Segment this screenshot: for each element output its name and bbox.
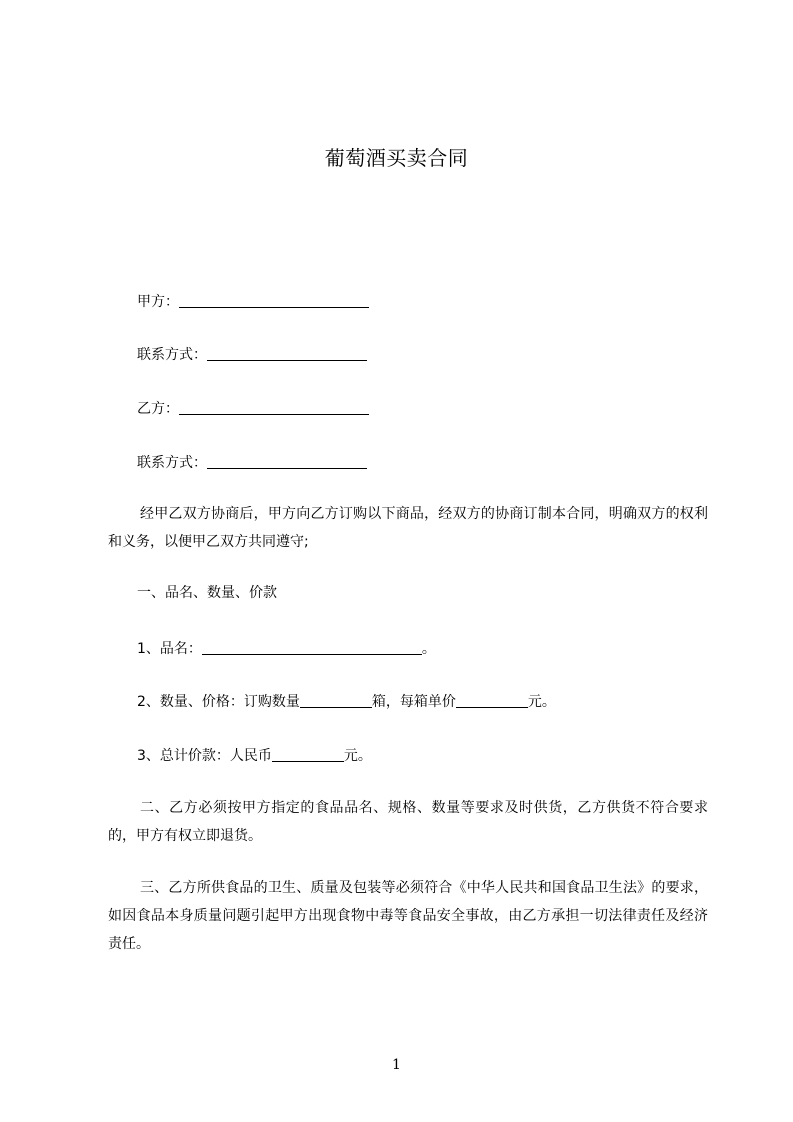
item-2-line (137, 689, 556, 714)
item-3-line (137, 743, 372, 768)
item-2-label: 2、数量、价格：订购数量 (137, 694, 300, 710)
party-b-line (137, 396, 369, 421)
party-b-contact-label: 联系方式： (137, 455, 207, 471)
party-b-contact-blank[interactable] (207, 452, 367, 469)
item-1-blank[interactable] (202, 638, 422, 655)
party-a-label: 甲方： (137, 294, 179, 310)
item-2-mid: 箱，每箱单价 (371, 694, 456, 710)
section-one-heading: 一、品名、数量、价款 (137, 585, 277, 601)
party-a-contact-blank[interactable] (207, 344, 367, 361)
party-a-contact-line (137, 342, 367, 367)
item-3-suffix: 元。 (343, 748, 372, 764)
section-two-paragraph: 二、乙方必须按甲方指定的食品品名、规格、数量等要求及时供货，乙方供货不符合要求的，甲方有权立即退货。 (108, 800, 708, 844)
item-1-label: 1、品名： (137, 641, 202, 657)
party-b-blank[interactable] (179, 398, 369, 415)
item-2-suffix: 元。 (527, 694, 556, 710)
item-1-suffix: 。 (421, 641, 436, 657)
item-3-total-blank[interactable] (272, 745, 344, 762)
party-b-contact-line (137, 450, 367, 475)
document-title: 葡萄酒买卖合同 (324, 146, 469, 170)
party-a-line (137, 289, 369, 314)
item-2-price-blank[interactable] (456, 691, 528, 708)
item-2-quantity-blank[interactable] (300, 691, 372, 708)
item-1-line (137, 636, 436, 661)
party-a-contact-label: 联系方式： (137, 347, 207, 363)
item-3-label: 3、总计价款：人民币 (137, 748, 272, 764)
party-a-blank[interactable] (179, 291, 369, 308)
page-number: 1 (392, 1057, 401, 1073)
intro-paragraph: 经甲乙双方协商后，甲方向乙方订购以下商品，经双方的协商订制本合同，明确双方的权利和义务，以便甲乙双方共同遵守; (108, 506, 708, 550)
section-three-paragraph: 三、乙方所供食品的卫生、质量及包装等必须符合《中华人民共和国食品卫生法》的要求，如因食品本身质量问题引起甲方出现食物中毒等食品安全事故，由乙方承担一切法律责任及经济责任。 (108, 880, 708, 952)
party-b-label: 乙方： (137, 401, 179, 417)
